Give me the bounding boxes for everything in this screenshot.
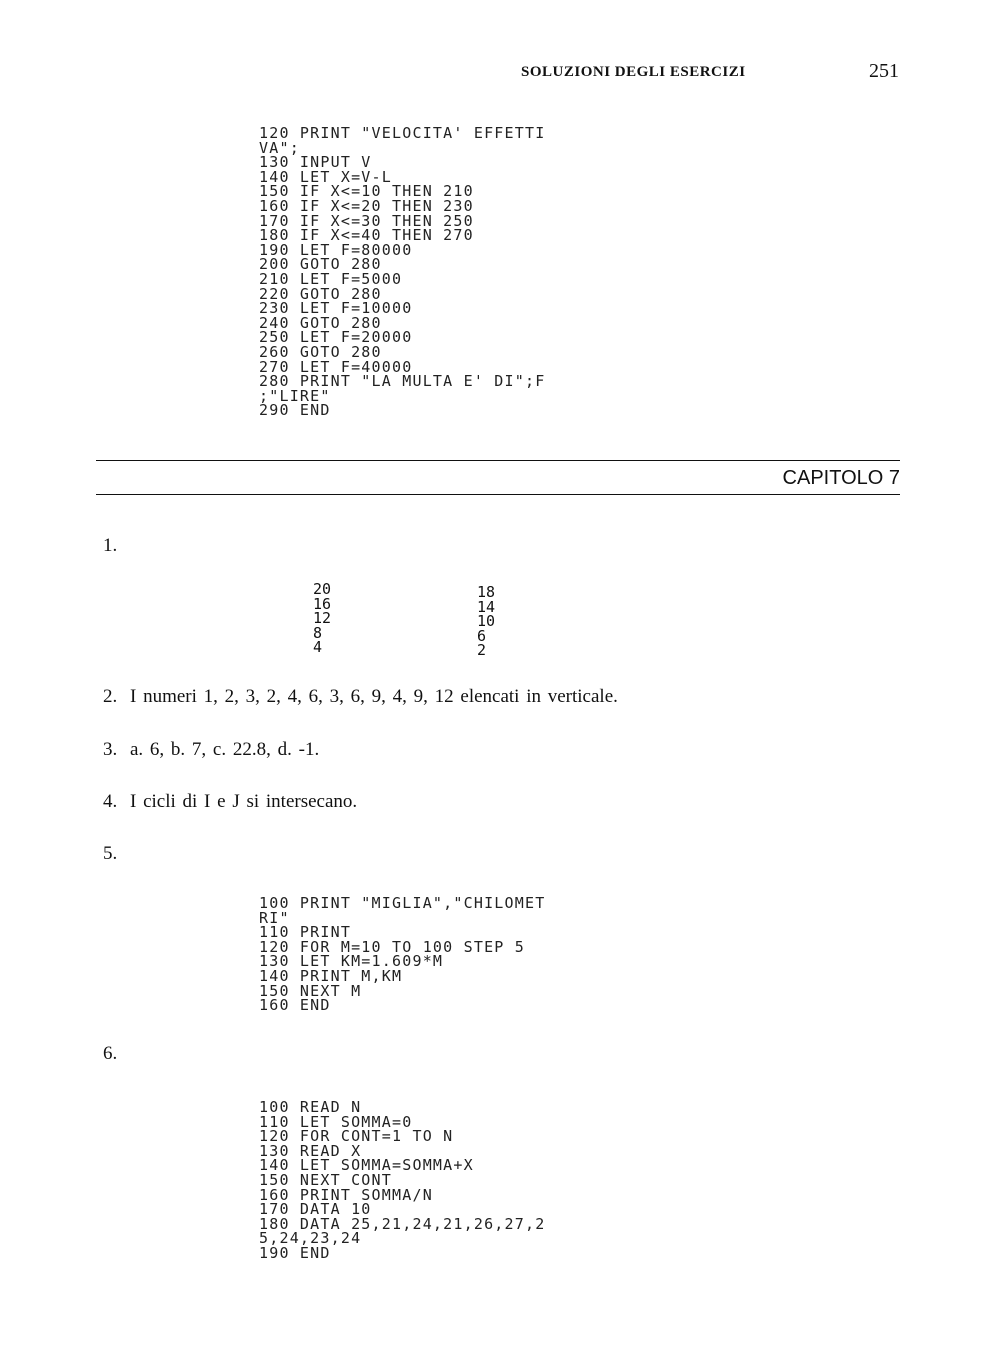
column-value: 6 bbox=[477, 626, 487, 645]
column-value: 18 bbox=[477, 583, 496, 601]
code-listing-top: 120 PRINT "VELOCITA' EFFETTI VA"; 130 INPUT V 140 LET X=V-L 150 IF X<=10 THEN 210 160 IF X<=20 THEN 230 170 IF X<=30 THEN 250 180 IF X<=40 THEN 270 190 LET F=80000 200 GOTO 280 210 LET F=5000 220 GOTO 280 230 LET F=10000 240 GOTO 280 250 LET F=20000 260 GOTO 280 270 LET F=40000 280 PRINT "LA MULTA E' DI";F ;"LIRE" 290 END bbox=[259, 124, 546, 420]
exercise-1-number: 1. bbox=[103, 535, 118, 556]
exercise-6-code-listing: 100 READ N 110 LET SOMMA=0 120 FOR CONT=1 TO N 130 READ X 140 LET SOMMA=SOMMA+X 150 NEXT CONT 160 PRINT SOMMA/N 170 DATA 10 180 DATA 25,21,24,21,26,27,2 5,24,23,24 190 END bbox=[259, 1098, 546, 1262]
column-value: 8 bbox=[313, 623, 323, 642]
exercise-2-number: 2. bbox=[103, 686, 118, 707]
column-value: 4 bbox=[313, 638, 323, 657]
column-value: 12 bbox=[313, 609, 332, 628]
running-header-title: SOLUZIONI DEGLI ESERCIZI bbox=[521, 64, 746, 80]
exercise-1-column-right bbox=[477, 585, 495, 658]
exercise-5-number: 5. bbox=[103, 843, 118, 864]
chapter-rule-top bbox=[96, 460, 900, 461]
exercise-3-text: a. 6, b. 7, c. 22.8, d. -1. bbox=[130, 739, 320, 760]
column-value: 2 bbox=[477, 641, 487, 660]
exercise-3-number: 3. bbox=[103, 739, 118, 760]
exercise-4-number: 4. bbox=[103, 791, 118, 812]
column-value: 20 bbox=[313, 580, 332, 598]
chapter-rule-bottom bbox=[96, 494, 900, 495]
exercise-4-text: I cicli di I e J si intersecano. bbox=[130, 791, 358, 812]
column-value: 10 bbox=[477, 612, 496, 631]
chapter-heading: CAPITOLO 7 bbox=[782, 467, 900, 489]
column-value: 16 bbox=[313, 594, 332, 613]
page-number: 251 bbox=[869, 60, 899, 82]
exercise-5-code-listing: 100 PRINT "MIGLIA","CHILOMET RI" 110 PRINT 120 FOR M=10 TO 100 STEP 5 130 LET KM=1.609*M 140 PRINT M,KM 150 NEXT M 160 END bbox=[259, 894, 546, 1015]
exercise-6-number: 6. bbox=[103, 1043, 118, 1064]
exercise-1-column-left bbox=[313, 582, 331, 655]
exercise-2-text: I numeri 1, 2, 3, 2, 4, 6, 3, 6, 9, 4, 9, 12 elencati in verticale. bbox=[130, 686, 618, 707]
column-value: 14 bbox=[477, 597, 496, 616]
